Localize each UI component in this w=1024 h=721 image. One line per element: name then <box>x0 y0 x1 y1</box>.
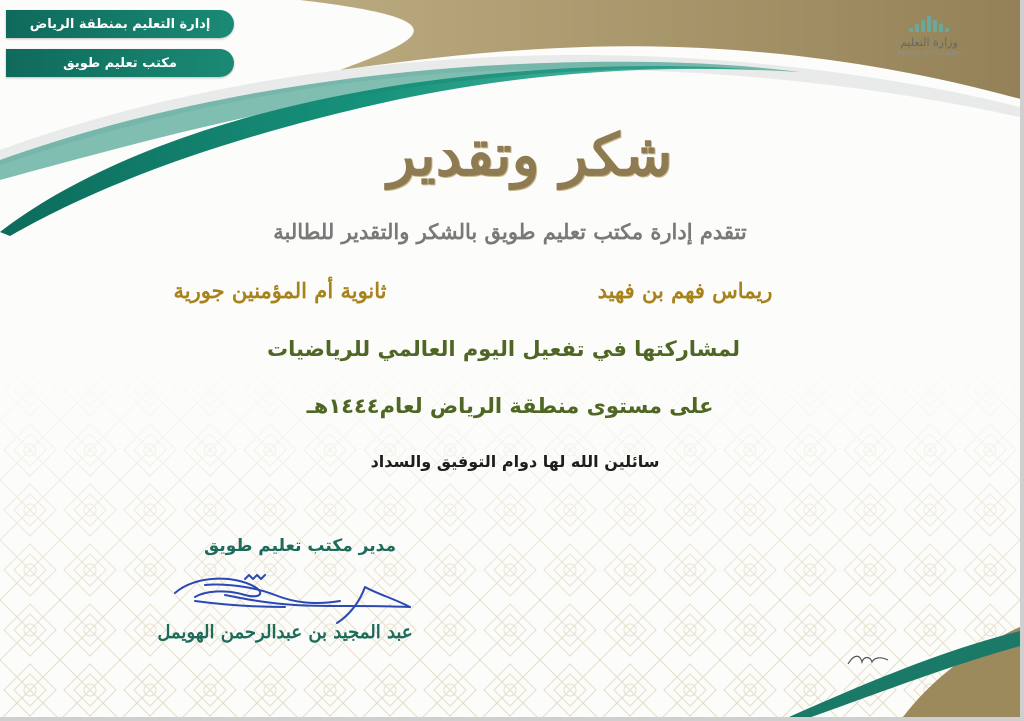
certificate-title: شكر وتقدير <box>387 121 673 189</box>
office-badge: مكتب تعليم طويق <box>6 49 234 77</box>
reason-text: لمشاركتها في تفعيل اليوم العالمي للرياضيات <box>267 337 740 361</box>
handwritten-signature <box>165 565 425 625</box>
signatory-name: عبد المجيد بن عبدالرحمن الهويمل <box>157 622 413 643</box>
wish-text: سائلين الله لها دوام التوفيق والسداد <box>370 452 660 471</box>
region-badge: إدارة التعليم بمنطقة الرياض <box>6 10 234 38</box>
student-name: ريماس فهم بن فهيد <box>597 278 773 303</box>
level-text: على مستوى منطقة الرياض لعام١٤٤٤هـ <box>306 394 714 418</box>
ministry-name: وزارة التعليم <box>900 36 958 49</box>
signatory-title: مدير مكتب تعليم طويق <box>204 536 396 556</box>
designer-mark <box>844 650 892 670</box>
ministry-logo <box>884 14 974 66</box>
school-name: ثانوية أم المؤمنين جورية <box>173 278 387 303</box>
ministry-name-en: Ministry of Education <box>897 50 961 57</box>
ministry-logo-icon <box>905 14 953 36</box>
intro-text: تتقدم إدارة مكتب تعليم طويق بالشكر والتقدير للطالبة <box>273 219 747 244</box>
